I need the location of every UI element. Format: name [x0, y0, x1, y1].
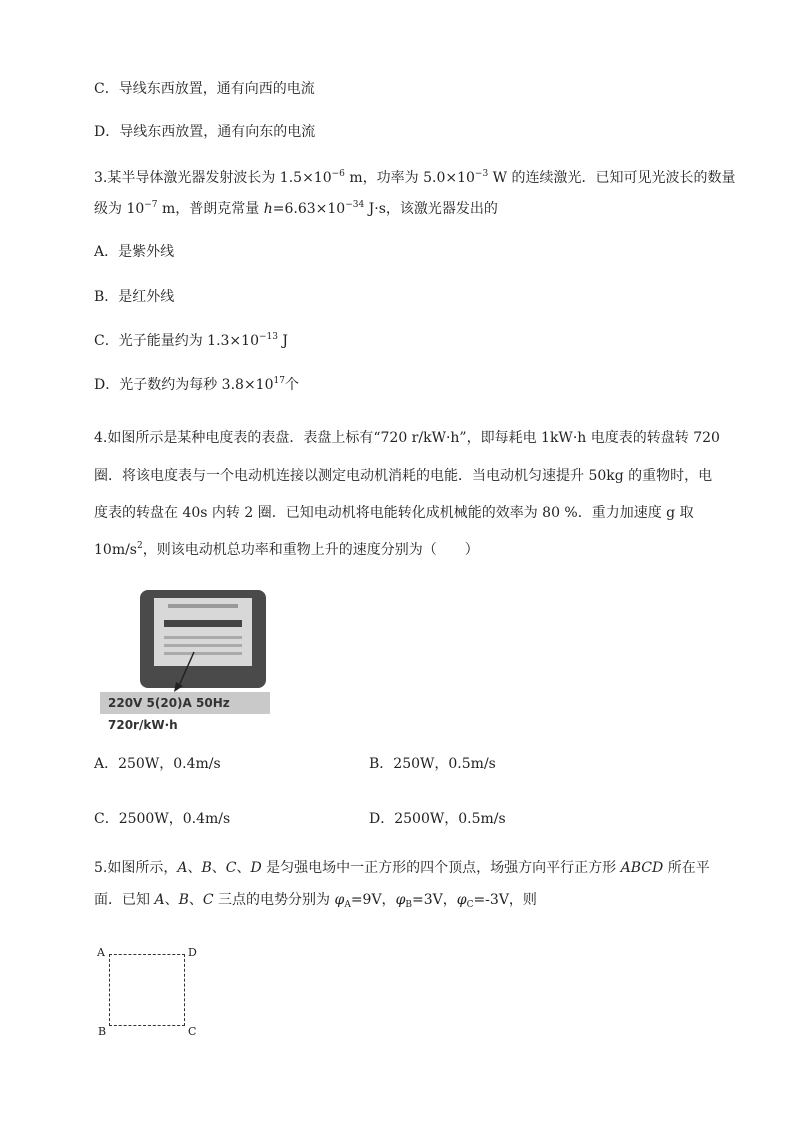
vertex-a-label: A	[97, 946, 105, 959]
meter-rating-label: 220V 5(20)A 50Hz 720r/kW·h	[100, 692, 270, 714]
q4-stem-line4: $10m/s^2$，则该电动机总功率和重物上升的速度分别为（ ）	[94, 541, 479, 558]
square-abcd-figure	[109, 954, 185, 1026]
vertex-d-label: D	[188, 946, 197, 959]
q2-option-d: D．导线东西放置，通有向东的电流	[94, 124, 316, 140]
q4-stem-line3: 度表的转盘在 40s 内转 2 圈．已知电动机将电能转化成机械能的效率为 80 %．重力加速度 g 取	[94, 505, 694, 521]
q4-option-a: A．250W，0.4m/s	[94, 756, 221, 772]
q4-stem-line2: 圈．将该电度表与一个电动机连接以测定电动机消耗的电能．当电动机匀速提升 50kg 的重物时，电	[94, 468, 713, 484]
q5-stem-line2: 面．已知 A、B、C 三点的电势分别为 $\varphi_A=9V$，$\varphi_B=3V$，$\varphi_C=-3V$，则	[94, 892, 537, 910]
q4-stem-line1: 4.如图所示是某种电度表的表盘．表盘上标有“720 r/kW·h”，即每耗电 1kW·h 电度表的转盘转 720	[94, 430, 720, 446]
pointer-arrow-icon	[170, 650, 200, 694]
vertex-b-label: B	[98, 1025, 107, 1038]
meter-face	[154, 598, 252, 666]
electric-meter-figure	[100, 590, 270, 732]
q2-option-c: C．导线东西放置，通有向西的电流	[94, 81, 315, 97]
q4-option-c: C．2500W，0.4m/s	[94, 811, 231, 827]
q4-option-b: B．250W，0.5m/s	[369, 756, 496, 772]
q3-stem-line2: 级为 $10^{-7}$ m，普朗克常量 $h=6.63\times 10^{-34}$ J·s，该激光器发出的	[94, 200, 498, 217]
q5-stem-line1: 5.如图所示，A、B、C、D 是匀强电场中一正方形的四个顶点，场强方向平行正方形 ABCD 所在平	[94, 860, 710, 876]
q4-option-d: D．2500W，0.5m/s	[369, 811, 506, 827]
q3-option-d: D．光子数约为每秒 $3.8\times 10^{17}$个	[94, 376, 299, 393]
q3-stem-line1: 3.某半导体激光器发射波长为 $1.5\times 10^{-6}$ m，功率为 $5.0\times 10^{-3}$ W 的连续激光．已知可见光波长的数量	[94, 169, 736, 186]
vertex-c-label: C	[188, 1025, 197, 1038]
q3-option-a: A．是紫外线	[94, 244, 175, 260]
q3-option-b: B．是红外线	[94, 289, 175, 305]
meter-body	[140, 590, 266, 688]
q3-option-c: C．光子能量约为 $1.3\times 10^{-13}$ J	[94, 332, 289, 349]
